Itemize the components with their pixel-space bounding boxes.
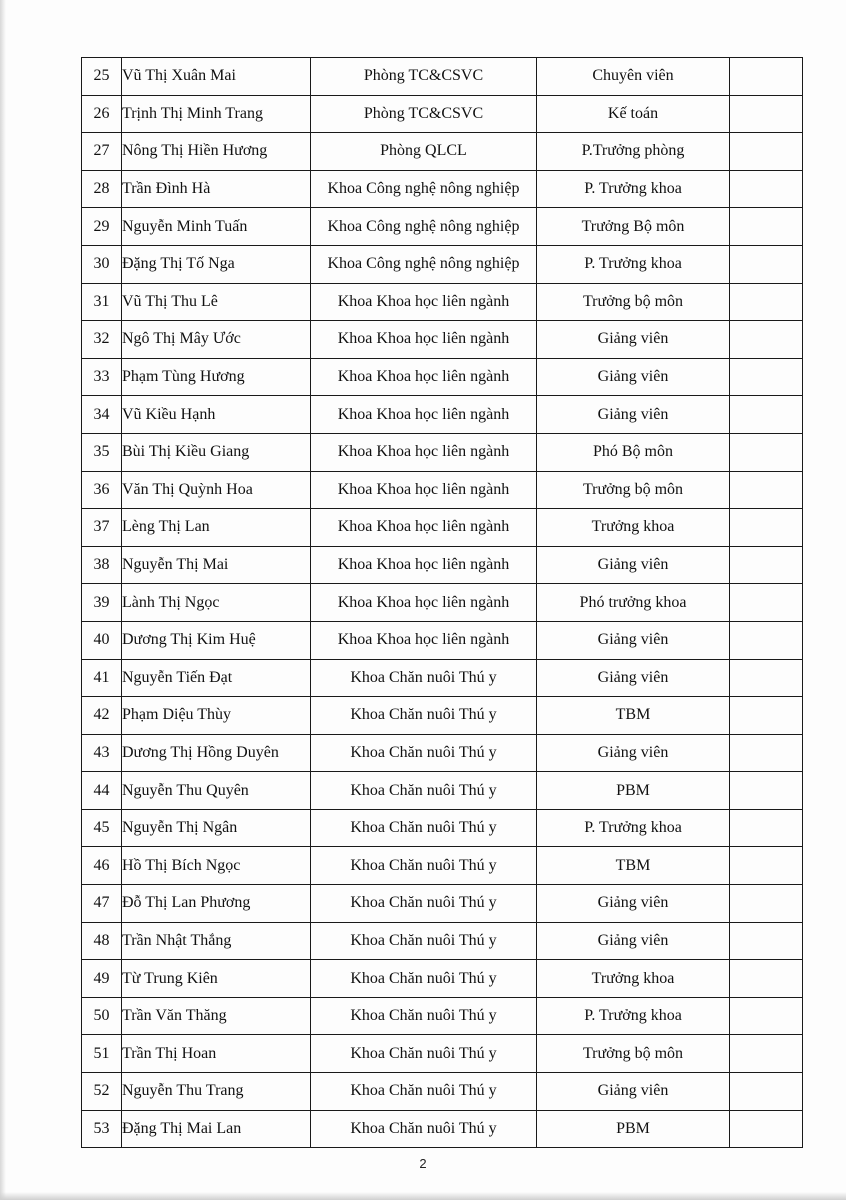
note-cell — [730, 509, 803, 547]
unit-cell: Khoa Khoa học liên ngành — [311, 433, 537, 471]
row-number-cell: 41 — [82, 659, 122, 697]
note-cell — [730, 471, 803, 509]
staff-name-cell: Nguyễn Thu Quyên — [122, 772, 311, 810]
table-row — [82, 95, 803, 133]
row-number-cell: 32 — [82, 321, 122, 359]
scan-edge-bottom — [0, 1192, 846, 1200]
table-row — [82, 1035, 803, 1073]
unit-cell: Khoa Chăn nuôi Thú y — [311, 772, 537, 810]
unit-cell: Khoa Chăn nuôi Thú y — [311, 659, 537, 697]
staff-name-cell: Nông Thị Hiền Hương — [122, 133, 311, 171]
position-cell: Giảng viên — [537, 396, 730, 434]
staff-name-cell: Ngô Thị Mây Ước — [122, 321, 311, 359]
note-cell — [730, 358, 803, 396]
table-row — [82, 734, 803, 772]
unit-cell: Khoa Chăn nuôi Thú y — [311, 960, 537, 998]
table-row — [82, 321, 803, 359]
unit-cell: Khoa Khoa học liên ngành — [311, 358, 537, 396]
note-cell — [730, 697, 803, 735]
row-number-cell: 37 — [82, 509, 122, 547]
note-cell — [730, 95, 803, 133]
position-cell: Trưởng bộ môn — [537, 1035, 730, 1073]
row-number-cell: 27 — [82, 133, 122, 171]
note-cell — [730, 133, 803, 171]
row-number-cell: 38 — [82, 546, 122, 584]
staff-name-cell: Từ Trung Kiên — [122, 960, 311, 998]
row-number-cell: 29 — [82, 208, 122, 246]
position-cell: Phó Bộ môn — [537, 433, 730, 471]
staff-name-cell: Nguyễn Thị Mai — [122, 546, 311, 584]
note-cell — [730, 960, 803, 998]
position-cell: P. Trưởng khoa — [537, 997, 730, 1035]
unit-cell: Khoa Khoa học liên ngành — [311, 509, 537, 547]
unit-cell: Khoa Chăn nuôi Thú y — [311, 734, 537, 772]
row-number-cell: 30 — [82, 245, 122, 283]
note-cell — [730, 922, 803, 960]
row-number-cell: 28 — [82, 170, 122, 208]
table-row — [82, 1073, 803, 1111]
unit-cell: Khoa Công nghệ nông nghiệp — [311, 208, 537, 246]
unit-cell: Khoa Khoa học liên ngành — [311, 621, 537, 659]
row-number-cell: 36 — [82, 471, 122, 509]
unit-cell: Khoa Chăn nuôi Thú y — [311, 885, 537, 923]
staff-name-cell: Lèng Thị Lan — [122, 509, 311, 547]
note-cell — [730, 659, 803, 697]
staff-name-cell: Vũ Kiều Hạnh — [122, 396, 311, 434]
table-row — [82, 283, 803, 321]
staff-name-cell: Trần Đình Hà — [122, 170, 311, 208]
staff-name-cell: Bùi Thị Kiều Giang — [122, 433, 311, 471]
row-number-cell: 43 — [82, 734, 122, 772]
unit-cell: Khoa Chăn nuôi Thú y — [311, 922, 537, 960]
table-row — [82, 133, 803, 171]
table-row — [82, 621, 803, 659]
unit-cell: Khoa Chăn nuôi Thú y — [311, 1035, 537, 1073]
note-cell — [730, 997, 803, 1035]
staff-name-cell: Đặng Thị Mai Lan — [122, 1110, 311, 1148]
note-cell — [730, 208, 803, 246]
row-number-cell: 35 — [82, 433, 122, 471]
note-cell — [730, 584, 803, 622]
row-number-cell: 40 — [82, 621, 122, 659]
scan-edge-left — [0, 0, 6, 1200]
staff-name-cell: Nguyễn Tiến Đạt — [122, 659, 311, 697]
page-number: 2 — [419, 1156, 427, 1171]
position-cell: Trưởng khoa — [537, 960, 730, 998]
row-number-cell: 42 — [82, 697, 122, 735]
table-row — [82, 358, 803, 396]
unit-cell: Phòng TC&CSVC — [311, 58, 537, 96]
row-number-cell: 53 — [82, 1110, 122, 1148]
position-cell: PBM — [537, 772, 730, 810]
table-row — [82, 697, 803, 735]
staff-table-body — [82, 58, 803, 1148]
note-cell — [730, 809, 803, 847]
position-cell: PBM — [537, 1110, 730, 1148]
note-cell — [730, 772, 803, 810]
note-cell — [730, 1035, 803, 1073]
table-row — [82, 847, 803, 885]
unit-cell: Khoa Chăn nuôi Thú y — [311, 1073, 537, 1111]
table-row — [82, 509, 803, 547]
staff-name-cell: Trần Thị Hoan — [122, 1035, 311, 1073]
table-row — [82, 659, 803, 697]
staff-name-cell: Văn Thị Quỳnh Hoa — [122, 471, 311, 509]
staff-name-cell: Nguyễn Minh Tuấn — [122, 208, 311, 246]
row-number-cell: 47 — [82, 885, 122, 923]
unit-cell: Phòng TC&CSVC — [311, 95, 537, 133]
row-number-cell: 33 — [82, 358, 122, 396]
row-number-cell: 49 — [82, 960, 122, 998]
row-number-cell: 50 — [82, 997, 122, 1035]
staff-name-cell: Trần Nhật Thắng — [122, 922, 311, 960]
note-cell — [730, 58, 803, 96]
position-cell: Chuyên viên — [537, 58, 730, 96]
table-row — [82, 546, 803, 584]
position-cell: TBM — [537, 697, 730, 735]
position-cell: Kế toán — [537, 95, 730, 133]
table-row — [82, 772, 803, 810]
unit-cell: Khoa Khoa học liên ngành — [311, 471, 537, 509]
position-cell: P. Trưởng khoa — [537, 170, 730, 208]
position-cell: P.Trưởng phòng — [537, 133, 730, 171]
unit-cell: Khoa Khoa học liên ngành — [311, 546, 537, 584]
staff-table — [81, 57, 803, 1148]
staff-name-cell: Trịnh Thị Minh Trang — [122, 95, 311, 133]
position-cell: Trưởng Bộ môn — [537, 208, 730, 246]
unit-cell: Khoa Chăn nuôi Thú y — [311, 1110, 537, 1148]
table-row — [82, 809, 803, 847]
table-row — [82, 1110, 803, 1148]
position-cell: Trưởng bộ môn — [537, 471, 730, 509]
staff-name-cell: Đặng Thị Tố Nga — [122, 245, 311, 283]
position-cell: Giảng viên — [537, 734, 730, 772]
table-row — [82, 471, 803, 509]
row-number-cell: 25 — [82, 58, 122, 96]
row-number-cell: 52 — [82, 1073, 122, 1111]
staff-name-cell: Phạm Tùng Hương — [122, 358, 311, 396]
unit-cell: Khoa Chăn nuôi Thú y — [311, 697, 537, 735]
position-cell: Phó trưởng khoa — [537, 584, 730, 622]
staff-name-cell: Đỗ Thị Lan Phương — [122, 885, 311, 923]
unit-cell: Khoa Khoa học liên ngành — [311, 396, 537, 434]
staff-name-cell: Nguyễn Thu Trang — [122, 1073, 311, 1111]
position-cell: Giảng viên — [537, 621, 730, 659]
unit-cell: Khoa Chăn nuôi Thú y — [311, 997, 537, 1035]
note-cell — [730, 847, 803, 885]
note-cell — [730, 546, 803, 584]
staff-name-cell: Vũ Thị Xuân Mai — [122, 58, 311, 96]
staff-name-cell: Hồ Thị Bích Ngọc — [122, 847, 311, 885]
row-number-cell: 44 — [82, 772, 122, 810]
staff-name-cell: Lành Thị Ngọc — [122, 584, 311, 622]
row-number-cell: 26 — [82, 95, 122, 133]
staff-name-cell: Nguyễn Thị Ngân — [122, 809, 311, 847]
position-cell: Trưởng bộ môn — [537, 283, 730, 321]
note-cell — [730, 245, 803, 283]
position-cell: Giảng viên — [537, 659, 730, 697]
table-row — [82, 584, 803, 622]
position-cell: Giảng viên — [537, 885, 730, 923]
position-cell: Giảng viên — [537, 1073, 730, 1111]
table-row — [82, 58, 803, 96]
unit-cell: Khoa Khoa học liên ngành — [311, 283, 537, 321]
note-cell — [730, 734, 803, 772]
position-cell: Giảng viên — [537, 922, 730, 960]
note-cell — [730, 433, 803, 471]
table-row — [82, 433, 803, 471]
note-cell — [730, 1073, 803, 1111]
position-cell: Giảng viên — [537, 321, 730, 359]
note-cell — [730, 396, 803, 434]
table-row — [82, 396, 803, 434]
unit-cell: Khoa Khoa học liên ngành — [311, 321, 537, 359]
unit-cell: Khoa Chăn nuôi Thú y — [311, 809, 537, 847]
position-cell: P. Trưởng khoa — [537, 245, 730, 283]
staff-name-cell: Trần Văn Thăng — [122, 997, 311, 1035]
table-row — [82, 885, 803, 923]
position-cell: Giảng viên — [537, 546, 730, 584]
position-cell: Giảng viên — [537, 358, 730, 396]
table-row — [82, 208, 803, 246]
table-row — [82, 170, 803, 208]
staff-name-cell: Phạm Diệu Thùy — [122, 697, 311, 735]
note-cell — [730, 621, 803, 659]
row-number-cell: 39 — [82, 584, 122, 622]
unit-cell: Phòng QLCL — [311, 133, 537, 171]
unit-cell: Khoa Chăn nuôi Thú y — [311, 847, 537, 885]
row-number-cell: 46 — [82, 847, 122, 885]
row-number-cell: 48 — [82, 922, 122, 960]
row-number-cell: 34 — [82, 396, 122, 434]
row-number-cell: 51 — [82, 1035, 122, 1073]
unit-cell: Khoa Công nghệ nông nghiệp — [311, 245, 537, 283]
unit-cell: Khoa Công nghệ nông nghiệp — [311, 170, 537, 208]
row-number-cell: 45 — [82, 809, 122, 847]
staff-name-cell: Vũ Thị Thu Lê — [122, 283, 311, 321]
staff-name-cell: Dương Thị Hồng Duyên — [122, 734, 311, 772]
table-row — [82, 245, 803, 283]
table-row — [82, 997, 803, 1035]
position-cell: Trưởng khoa — [537, 509, 730, 547]
table-row — [82, 960, 803, 998]
note-cell — [730, 283, 803, 321]
table-row — [82, 922, 803, 960]
note-cell — [730, 1110, 803, 1148]
note-cell — [730, 170, 803, 208]
note-cell — [730, 321, 803, 359]
staff-name-cell: Dương Thị Kim Huệ — [122, 621, 311, 659]
unit-cell: Khoa Khoa học liên ngành — [311, 584, 537, 622]
position-cell: P. Trưởng khoa — [537, 809, 730, 847]
row-number-cell: 31 — [82, 283, 122, 321]
note-cell — [730, 885, 803, 923]
position-cell: TBM — [537, 847, 730, 885]
